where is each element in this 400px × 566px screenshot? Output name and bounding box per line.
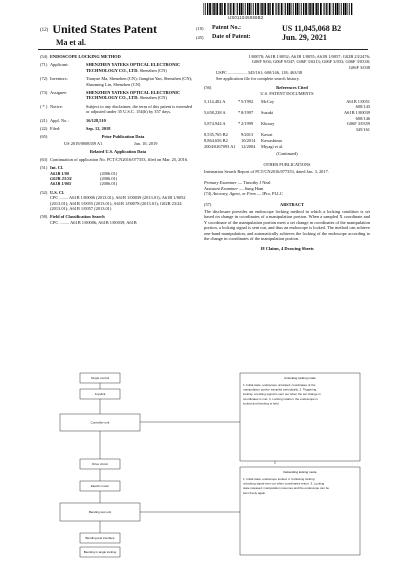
primary-examiner: Primary Examiner — Timothy J Neal	[204, 180, 271, 186]
date-label: Date of Patent:	[212, 34, 251, 40]
reference-row: 8,864,656 B2 10/2014 Kawashima	[204, 138, 282, 143]
flow-box-label: Bending in angle locking	[83, 550, 117, 554]
reference-row: 600/143	[355, 104, 370, 110]
application-number: 16/128,510	[86, 117, 106, 123]
uspc-line: USPC ................. 345/161; 600/146, 118; 463/38	[216, 70, 303, 76]
field-73: (73) Assignee: SHENZHEN YATEKS OPTICAL ELECTRONIC TECHNOLOGY CO., LTD. Shenzhen (CN)	[40, 90, 181, 101]
other-pub-title: OTHER PUBLICATIONS	[263, 161, 311, 167]
see-application: See application file for complete search history.	[216, 75, 300, 81]
field-72: (72) Inventors: Tianyue Ma, Shenzhen (CN); Jiangfan Yan, Shenzhen (CN); Shaoming Lin, Shenzhen (CN)	[40, 76, 196, 87]
mode-text-line: locking: a locking signal is sent out when the set change in	[243, 392, 321, 397]
mode-text-line: unlocking signal sent out when coordinates return. 3. Locking	[243, 481, 325, 486]
mode-text-line: coordinates is met. 3. Locking relation: the endoscope is	[243, 396, 318, 401]
inventor-line: Ma et al.	[56, 38, 86, 47]
patent-header-left	[40, 22, 157, 47]
reference-row: 5,874,944 A * 2/1999 Khoury G06F 3/0359	[204, 121, 370, 127]
code-12: (12)	[40, 27, 49, 33]
field-21: (21) Appl. No.: 16/128,510	[40, 118, 196, 123]
int-cl-row: A61B 1/005 (2006.01)	[50, 181, 118, 187]
patent-title: United States Patent	[52, 22, 157, 36]
field-51: (51) Int. Cl.	[40, 165, 64, 171]
barcode	[203, 3, 353, 15]
other-pub-text: Internation Search Report of PCT/CN2016/077353, dated Jan. 3, 2017.	[204, 169, 329, 174]
code-45: (45)	[196, 35, 204, 40]
applicant-name: SHENZHEN YATEKS OPTICAL ELECTRONIC TECHNOLOGY CO., LTD.	[86, 62, 181, 73]
flow-box-label: Drive circuit	[92, 462, 108, 466]
field-notice: ( * ) Notice: Subject to any disclaimer, the term of this patent is extended or adjusted under 35 U.S.C. 154(b) by 357 days.	[40, 104, 196, 115]
abstract-text: The disclosure provides an endoscope locking method in which a locking condition is set based on change in coordinates of a manipulation portion. When a sampled X coordinate and Y coordinate of the manipulation portion meet a set change in coordinates of the manipulation portion, a locking signal is sent out, and thus an endoscope is locked. The method can achieve one-hand manipulation, and automatically achieves the locking of the endoscope according to the change in coordinates of the manipulation portion.	[204, 209, 370, 242]
int-cl-list	[50, 171, 196, 187]
continuation-text: Continuation of application No. PCT/CN2016/077353, filed on Mar. 25, 2016.	[50, 156, 189, 162]
code-10: (10)	[196, 26, 204, 31]
flow-box-label: Single control	[90, 376, 110, 380]
right-column	[204, 54, 370, 252]
field-71: (71) Applicant: SHENZHEN YATEKS OPTICAL ELECTRONIC TECHNOLOGY CO., LTD. Shenzhen (CN)	[40, 62, 181, 73]
patent-no-label: Patent No.:	[212, 25, 241, 31]
mode-text-line: locked and bending is held.	[243, 401, 280, 406]
flow-box-label: Controller unit	[90, 420, 110, 425]
assignee-name: SHENZHEN YATEKS OPTICAL ELECTRONIC TECHNOLOGY CO., LTD.	[86, 90, 181, 101]
invention-title: ENDOSCOPE LOCKING METHOD	[50, 54, 121, 59]
patent-header-right	[196, 24, 341, 42]
reference-row: 8,535,765 B2 9/2013 Kawai	[204, 132, 273, 138]
filed-date: Sep. 12, 2018	[86, 126, 111, 132]
prior-pub-title: Prior Publication Data	[101, 134, 145, 140]
figure	[40, 369, 370, 559]
assistant-examiner: Assistant Examiner — Sung Ham	[204, 185, 264, 191]
prior-pub-row: US 2019/0008359 A1 Jan. 10, 2019	[64, 140, 158, 146]
int-cl-row: G02B 23/24 (2006.01)	[50, 175, 118, 181]
patent-date: Jun. 29, 2021	[282, 33, 327, 42]
references-list	[204, 99, 370, 149]
field-63: (63) Continuation of application No. PCT/CN2016/077353, filed on Mar. 25, 2016.	[40, 157, 196, 162]
left-mode-title: Unlocking locking mode	[284, 376, 316, 380]
field-search-text: CPC ......... A61B 1/00006; A61B 1/00039; A61B	[50, 219, 137, 225]
mode-text-line: state released; manipulation resumes and the endoscope can be	[243, 486, 330, 491]
field-58: (58) Field of Classification Search	[40, 214, 105, 220]
reference-row: 345/161	[355, 126, 370, 132]
left-column	[40, 54, 196, 225]
related-data-title: Related U.S. Application Data	[89, 149, 147, 155]
reference-row: 5,114,402 A * 5/1992 McCoy A61B 1/0051	[204, 98, 370, 104]
reference-row: 2004/0267093 A1 12/2004 Miyagi et al.	[204, 143, 284, 149]
attorney: (74) Attorney, Agent, or Firm — IPro, PLLC	[204, 191, 283, 197]
header-rule	[38, 49, 368, 50]
field-56: (56) References Cited	[204, 85, 308, 91]
int-cl-row: A61B 1/00 (2006.01)	[50, 170, 118, 176]
field-22: (22) Filed: Sep. 12, 2018	[40, 126, 196, 131]
notice-text: Subject to any disclaimer, the term of this patent is extended or adjusted under 35 U.S.C. 154(b) by 357 days.	[86, 103, 193, 115]
us-cl-text: CPC ........ A61B 1/00006 (2013.01); A61B 1/00039 (2013.01); A61B 1/0052 (2013.01); A61B 1/0055 (2013.01); A61B 1/00078 (2013.01); G02B 23/24 (2013.01); A61B 1/0057 (2013.01)	[50, 195, 186, 211]
field-57: (57) ABSTRACT	[204, 201, 304, 207]
right-mode-title: Debending locking mode	[283, 470, 317, 474]
barcode-number: US011045068B2	[228, 15, 264, 20]
flow-box-label: Bending test unit	[88, 510, 112, 514]
flow-box-label: Bending test interface	[85, 536, 115, 540]
mode-text-line: bent freely again.	[243, 490, 267, 495]
reference-row: 600/146	[355, 115, 370, 121]
field-54: (54) ENDOSCOPE LOCKING METHOD	[40, 54, 196, 59]
reference-row: 5,658,238 A * 8/1997 Suzuki A61B 1/00039	[204, 110, 370, 116]
mode-text-line: manipulation portion sampled periodically. 2. Triggering	[243, 387, 317, 392]
continued-label: (Continued)	[276, 151, 298, 157]
inventors: Tianyue Ma, Shenzhen (CN); Jiangfan Yan, Shenzhen (CN); Shaoming Lin, Shenzhen (CN)	[86, 76, 193, 87]
patent-number: US 11,045,068 B2	[282, 24, 342, 33]
flow-box-label: Joystick	[94, 392, 106, 396]
mode-text-line: 1. Initial state: endoscope locked. 2. Following locking:	[243, 477, 316, 481]
flow-box-label: Electric motor	[90, 484, 110, 488]
claims-line: 18 Claims, 4 Drawing Sheets	[260, 246, 314, 252]
flowchart-figure	[40, 369, 370, 559]
cpc-continued: 1/00078; A61B 1/0052; A61B 1/0055; A61B 1/0057; G02B 23/2476; G06F 9/04; G06F 9/047; G06F 3/0213; G06F 3/033; G06F 3/0338; G06F 3/038	[248, 54, 370, 70]
field-65: (65) Prior Publication Data	[40, 134, 196, 139]
field-52: (52) U.S. Cl.	[40, 189, 65, 195]
mode-text-line: 1. Initial state: endoscope unlocked; coordinates of the	[243, 383, 316, 387]
patent-docs-title: U.S. PATENT DOCUMENTS	[260, 91, 314, 97]
